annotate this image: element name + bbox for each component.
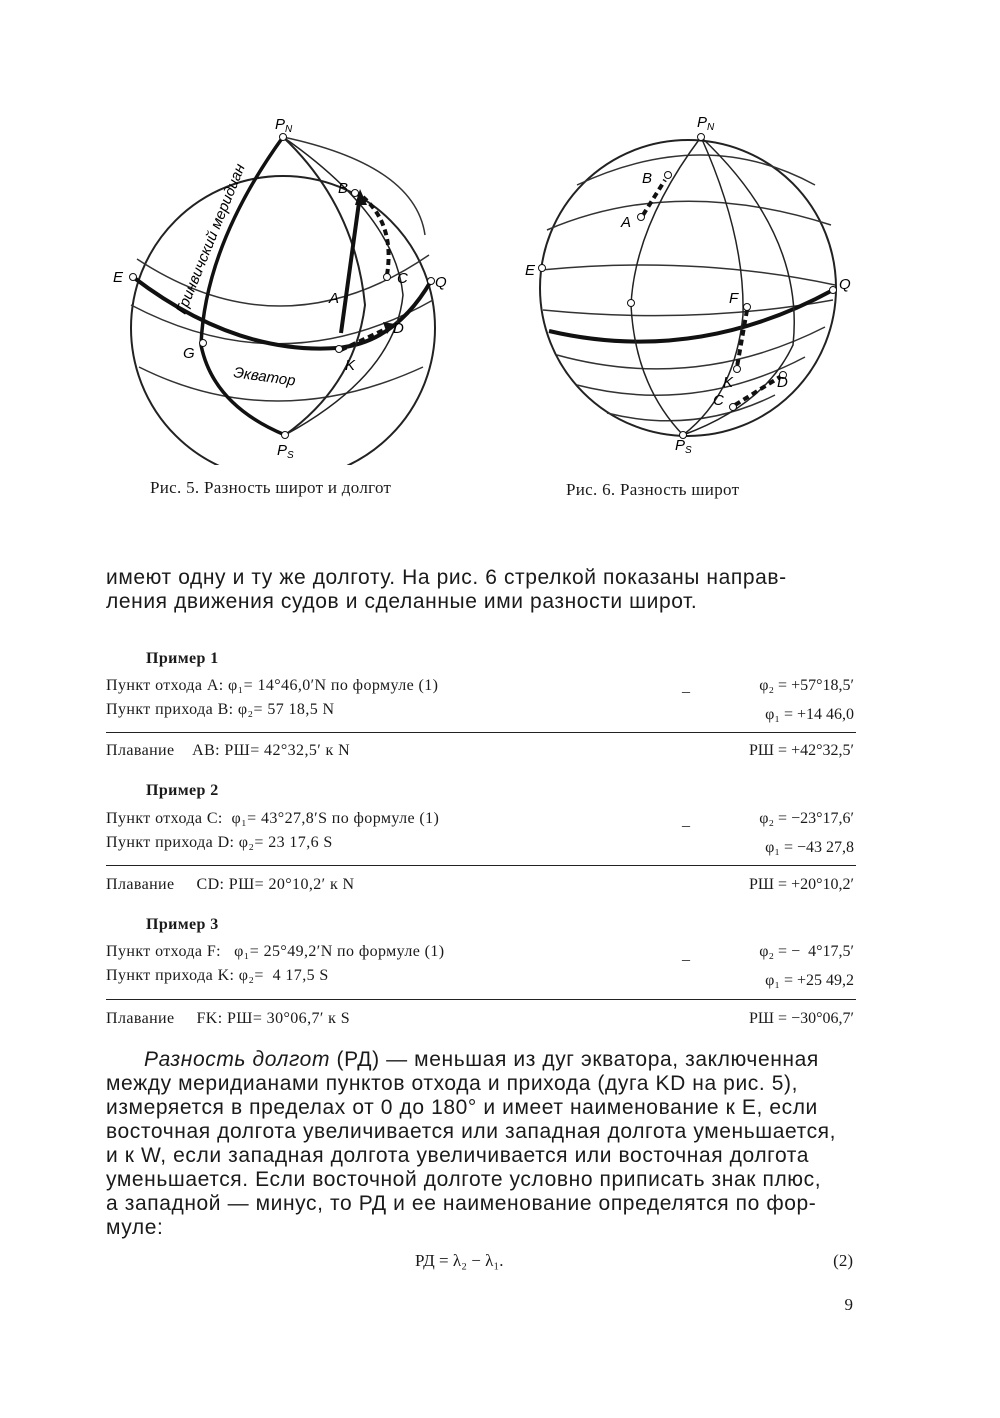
- example-2-rule: [106, 865, 856, 866]
- fig6-label-q: Q: [839, 276, 851, 293]
- fig6-label-e: E: [525, 262, 536, 279]
- figure-6-svg: [515, 105, 860, 465]
- example-1-result: РШ = +42°32,5′: [749, 742, 854, 759]
- example-3-depart: Пункт отхода F: φ₁= 25°49,2′N по формуле (1): [106, 943, 445, 960]
- fig5-point-e: [130, 274, 137, 281]
- fig6-parallel-6: [577, 357, 805, 395]
- example-1-sailing: Плавание AB: РШ= 42°32,5′ к N: [106, 742, 351, 759]
- example-2-arrive: Пункт прихода D: φ₂= 23 17,6 S: [106, 834, 333, 851]
- body-line-8: муле:: [106, 1216, 164, 1239]
- fig6-point-e: [539, 265, 546, 272]
- example-1-calc-phi1: φ₁ = +14 46,0: [765, 706, 854, 723]
- fig6-point-a: [638, 214, 645, 221]
- body-line-3: измеряется в пределах от 0 до 180° и имеет наименование к E, если: [106, 1096, 818, 1119]
- fig6-label-a: A: [621, 214, 632, 231]
- example-2-result: РШ = +20°10,2′: [749, 876, 854, 893]
- fig5-label-q: Q: [435, 274, 447, 291]
- fig6-parallel-2: [547, 201, 831, 230]
- fig6-point-c: [730, 404, 737, 411]
- fig5-point-q: [428, 278, 435, 285]
- fig6-label-pn: $P_N$: [697, 114, 715, 133]
- fig6-equator: [549, 290, 833, 342]
- example-3-calc-phi1: φ₁ = +25 49,2: [765, 972, 854, 989]
- fig6-point-mid: [628, 300, 635, 307]
- fig6-point-pn: [698, 134, 705, 141]
- example-1-rule: [106, 732, 856, 733]
- fig5-point-b: [352, 190, 359, 197]
- example-3-arrive: Пункт прихода K: φ₂= 4 17,5 S: [106, 967, 329, 984]
- fig5-label-c: C: [397, 270, 408, 287]
- fig6-point-q: [830, 287, 837, 294]
- formula-number: (2): [833, 1251, 853, 1270]
- body-line-2: между меридианами пунктов отхода и прихода (дуга KD на рис. 5),: [106, 1072, 799, 1095]
- fig5-point-k: [336, 346, 343, 353]
- fig5-label-ps: $P_S$: [277, 442, 294, 461]
- example-1-arrive: Пункт прихода B: φ₂= 57 18,5 N: [106, 701, 335, 718]
- figure-6-caption: Рис. 6. Разность широт: [566, 480, 740, 499]
- body-line-1-rest: (РД) — меньшая из дуг экватора, заключенная: [330, 1048, 819, 1071]
- fig6-parallel-4: [543, 300, 833, 316]
- example-3-minus-sign: _: [682, 946, 690, 963]
- body-line-4: восточная долгота увеличивается или западная долгота уменьшается,: [106, 1120, 837, 1143]
- fig6-label-ps: $P_S$: [675, 437, 692, 456]
- fig6-label-k: K: [723, 374, 734, 391]
- body-line-7: а западной — минус, то РД и ее наименование определятся по фор-: [106, 1192, 817, 1215]
- fig6-point-f: [744, 304, 751, 311]
- example-2-calc-phi1: φ₁ = −43 27,8: [765, 839, 854, 856]
- intro-paragraph: [106, 566, 856, 614]
- figure-6-diagram: [515, 105, 860, 465]
- example-2-sailing: Плавание CD: РШ= 20°10,2′ к N: [106, 876, 355, 893]
- example-2-depart: Пункт отхода C: φ₁= 43°27,8′S по формуле (1): [106, 810, 440, 827]
- fig6-point-b: [665, 172, 672, 179]
- fig5-point-g: [200, 340, 207, 347]
- figure-5-svg: [105, 105, 455, 465]
- example-2-calc-phi2: φ₂ = −23°17,6′: [759, 810, 854, 827]
- example-3-title: Пример 3: [146, 916, 219, 933]
- fig5-label-pn: $P_N$: [275, 116, 293, 135]
- body-line-5: и к W, если западная долгота увеличивается или восточная долгота: [106, 1144, 810, 1167]
- fig5-point-ps: [282, 432, 289, 439]
- fig5-label-equator: Экватор: [232, 364, 297, 390]
- fig6-label-b: B: [642, 170, 653, 187]
- fig6-parallel-5: [557, 327, 825, 369]
- example-3-result: РШ = −30°06,7′: [749, 1010, 854, 1027]
- example-1-calc-phi2: φ₂ = +57°18,5′: [759, 677, 854, 694]
- body-paragraph: [106, 1048, 856, 1240]
- fig6-label-f: F: [729, 290, 739, 307]
- fig5-label-g: G: [183, 345, 195, 362]
- body-line-6: уменьшается. Если восточной долготе условно приписать знак плюс,: [106, 1168, 822, 1191]
- example-3-sailing: Плавание FK: РШ= 30°06,7′ к S: [106, 1010, 351, 1027]
- fig5-label-k: K: [345, 357, 356, 374]
- fig5-label-a: A: [329, 290, 340, 307]
- figure-5-caption: Рис. 5. Разность широт и долгот: [150, 478, 392, 497]
- intro-line-1: имеют одну и ту же долготу. На рис. 6 стрелкой показаны направ-: [106, 566, 787, 589]
- figure-5-diagram: [105, 105, 455, 465]
- example-3-rule: [106, 999, 856, 1000]
- fig6-label-c: C: [713, 392, 724, 409]
- example-2-minus-sign: _: [682, 812, 690, 829]
- fig6-point-k: [734, 366, 741, 373]
- page-number: 9: [844, 1295, 853, 1314]
- fig6-label-d: D: [777, 374, 788, 391]
- fig5-label-e: E: [113, 269, 124, 286]
- formula-2: РД = λ₂ − λ₁.: [415, 1251, 504, 1270]
- example-3-calc-phi2: φ₂ = − 4°17,5′: [759, 943, 854, 960]
- example-1-depart: Пункт отхода A: φ₁= 14°46,0′N по формуле (1): [106, 677, 439, 694]
- term-longitude-difference: Разность долгот: [144, 1048, 331, 1071]
- example-2-title: Пример 2: [146, 782, 219, 799]
- example-1-minus-sign: _: [682, 678, 690, 695]
- intro-line-2: ления движения судов и сделанные ими разности широт.: [106, 590, 698, 613]
- example-1-title: Пример 1: [146, 650, 219, 667]
- fig5-label-greenwich: Гринвичский меридиан: [172, 161, 249, 317]
- fig5-label-b: B: [338, 180, 349, 197]
- body-line-1: [106, 1048, 856, 1072]
- fig5-point-c: [384, 274, 391, 281]
- fig5-label-d: D: [393, 320, 404, 337]
